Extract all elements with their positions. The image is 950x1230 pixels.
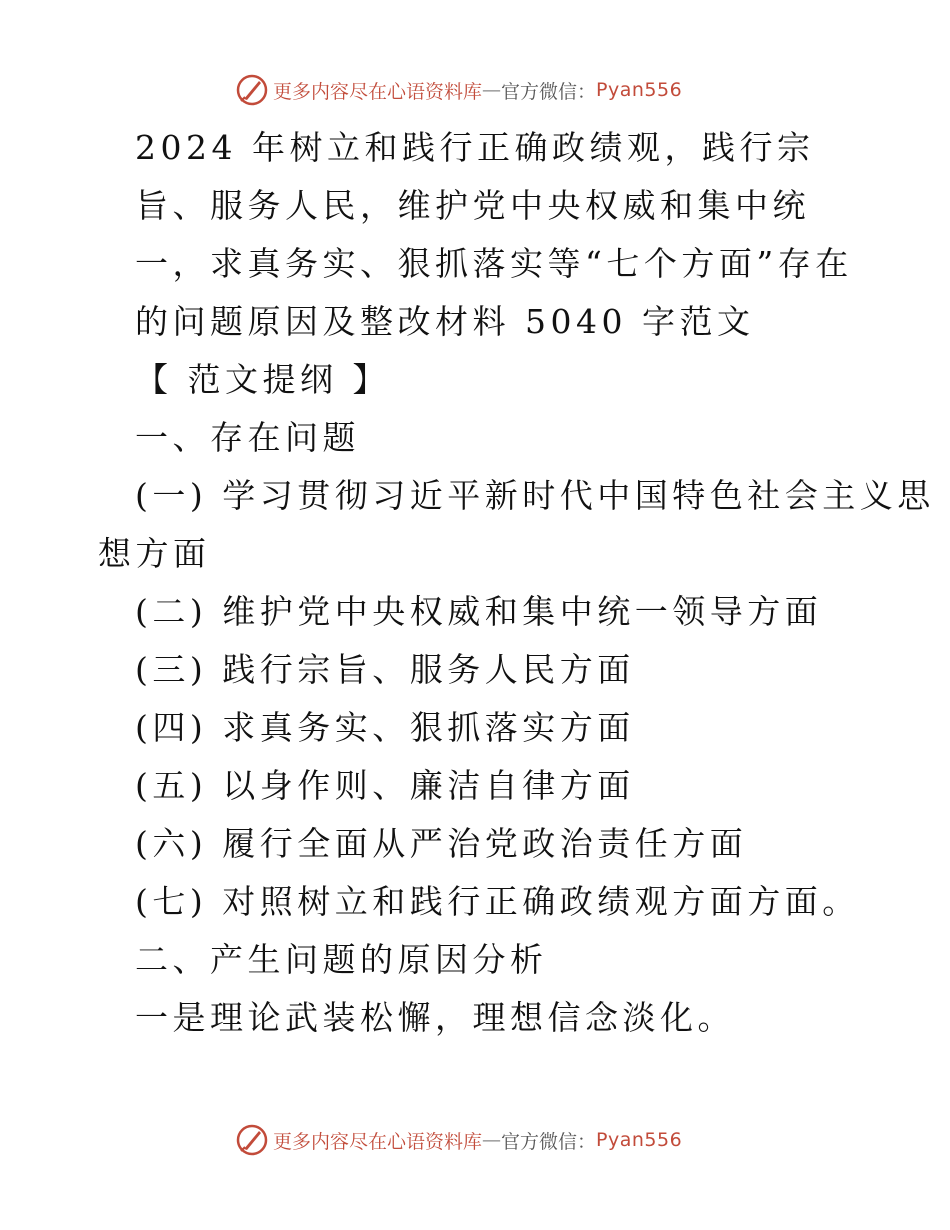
outline-item-6: (六) 履行全面从严治党政治责任方面 xyxy=(135,824,748,863)
watermark-official-label: 官方微信： xyxy=(501,80,597,103)
footer-watermark xyxy=(235,1122,682,1158)
title-line-2: 旨、服务人民，维护党中央权威和集中统 xyxy=(135,186,810,225)
title-line-3: 一，求真务实、狠抓落实等“七个方面”存在 xyxy=(135,244,853,283)
section-heading-causes: 二、产生问题的原因分析 xyxy=(135,940,548,979)
outline-item-4: (四) 求真务实、狠抓落实方面 xyxy=(135,708,635,747)
watermark-official-label: 官方微信： xyxy=(501,1130,597,1153)
watermark-dash: — xyxy=(482,79,502,101)
outline-item-5: (五) 以身作则、廉洁自律方面 xyxy=(135,766,635,805)
title-line-4: 的问题原因及整改材料 5040 字范文 xyxy=(135,302,755,341)
title-line-1: 2024 年树立和践行正确政绩观，践行宗 xyxy=(135,128,815,167)
quill-logo-icon xyxy=(235,1123,269,1157)
outline-item-2: (二) 维护党中央权威和集中统一领导方面 xyxy=(135,592,823,631)
outline-item-1: (一) 学习贯彻习近平新时代中国特色社会主义思 xyxy=(135,476,935,515)
section-heading-problems: 一、存在问题 xyxy=(135,418,360,457)
quill-logo-icon xyxy=(235,73,269,107)
outline-item-1-continued: 想方面 xyxy=(98,534,211,573)
watermark-wechat-id: Pyan556 xyxy=(596,79,683,101)
outline-item-3: (三) 践行宗旨、服务人民方面 xyxy=(135,650,635,689)
watermark-brand: 更多内容尽在心语资料库 xyxy=(273,80,483,103)
outline-heading: 【 范文提纲 】 xyxy=(135,360,390,399)
outline-item-7: (七) 对照树立和践行正确政绩观方面方面。 xyxy=(135,882,860,921)
watermark-brand: 更多内容尽在心语资料库 xyxy=(273,1130,483,1153)
watermark-dash: — xyxy=(482,1129,502,1151)
cause-point-1: 一是理论武装松懈，理想信念淡化。 xyxy=(135,998,735,1037)
watermark-wechat-id: Pyan556 xyxy=(596,1129,683,1151)
header-watermark xyxy=(235,72,682,108)
